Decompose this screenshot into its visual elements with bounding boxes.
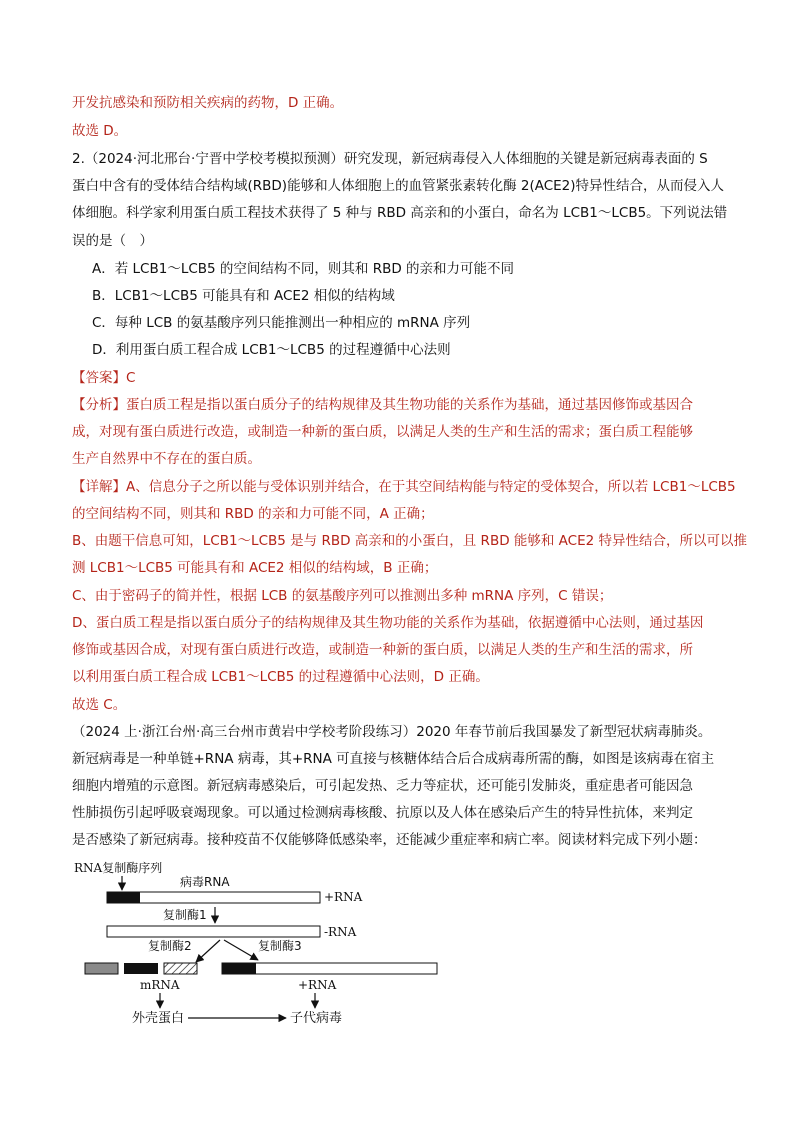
text-line: D、蛋白质工程是指以蛋白质分子的结构规律及其生物功能的关系作为基础，依据遵循中心法则，通过基因: [72, 615, 704, 631]
virus-replication-diagram: [60, 852, 480, 1042]
label-replicase3: 复制酶3: [258, 939, 302, 953]
text-line: 开发抗感染和预防相关疾病的药物，D 正确。: [72, 95, 344, 111]
text-line: 【分析】蛋白质工程是指以蛋白质分子的结构规律及其生物功能的关系作为基础，通过基因修饰或基因合: [72, 397, 693, 413]
text-line: （2024 上·浙江台州·高三台州市黄岩中学校考阶段练习）2020 年春节前后我国暴发了新型冠状病毒肺炎。: [72, 724, 712, 740]
mrna-segment-gray: [85, 963, 118, 974]
mrna-segment-hatched: [164, 963, 197, 974]
label-progeny-virus: 子代病毒: [290, 1011, 343, 1026]
text-line: 是否感染了新冠病毒。接种疫苗不仅能够降低感染率，还能减少重症率和病亡率。阅读材料完成下列小题：: [72, 832, 707, 848]
text-line: D．利用蛋白质工程合成 LCB1～LCB5 的过程遵循中心法则: [92, 342, 451, 358]
text-line: A．若 LCB1～LCB5 的空间结构不同，则其和 RBD 的亲和力可能不同: [92, 261, 515, 277]
label-rna-replicase-seq: RNA复制酶序列: [74, 861, 163, 875]
text-line: 新冠病毒是一种单链+RNA 病毒，其+RNA 可直接与核糖体结合后合成病毒所需的酶，如图是该病毒在宿主: [72, 751, 715, 767]
text-line: 2.（2024·河北邢台·宁晋中学校考模拟预测）研究发现，新冠病毒侵入人体细胞的关键是新冠病毒表面的 S: [72, 151, 708, 167]
progeny-replicase-segment: [222, 963, 256, 974]
text-line: 体细胞。科学家利用蛋白质工程技术获得了 5 种与 RBD 高亲和的小蛋白，命名为 LCB1～LCB5。下列说法错: [72, 205, 728, 221]
text-line: 成，对现有蛋白质进行改造，或制造一种新的蛋白质，以满足人类的生产和生活的需求；蛋白质工程能够: [72, 424, 693, 440]
text-line: 细胞内增殖的示意图。新冠病毒感染后，可引起发热、乏力等症状，还可能引发肺炎，重症患者可能因急: [72, 778, 693, 794]
arrow-replicase3: [224, 940, 258, 960]
text-line: 蛋白中含有的受体结合结构域(RBD)能够和人体细胞上的血管紧张素转化酶 2(ACE2)特异性结合，从而侵入人: [72, 178, 725, 194]
text-line: 测 LCB1～LCB5 可能具有和 ACE2 相似的结构域，B 正确；: [72, 560, 438, 576]
text-line: 【详解】A、信息分子之所以能与受体识别并结合，在于其空间结构能与特定的受体契合，所以若 LCB1～LCB5: [72, 479, 736, 495]
text-line: B、由题干信息可知，LCB1～LCB5 是与 RBD 高亲和的小蛋白，且 RBD 能够和 ACE2 特异性结合，所以可以推: [72, 533, 748, 549]
text-line: 性肺损伤引起呼吸衰竭现象。可以通过检测病毒核酸、抗原以及人体在感染后产生的特异性抗体，来判定: [72, 805, 693, 821]
text-line: C、由于密码子的简并性，根据 LCB 的氨基酸序列可以推测出多种 mRNA 序列，C 错误；: [72, 588, 613, 604]
text-line: 修饰或基因合成，对现有蛋白质进行改造，或制造一种新的蛋白质，以满足人类的生产和生活的需求，所: [72, 642, 693, 658]
text-line: 生产自然界中不存在的蛋白质。: [72, 451, 261, 467]
text-line: 误的是（ ）: [72, 233, 153, 249]
text-line: 的空间结构不同，则其和 RBD 的亲和力可能不同，A 正确；: [72, 506, 434, 522]
text-line: C．每种 LCB 的氨基酸序列只能推测出一种相应的 mRNA 序列: [92, 315, 471, 331]
label-replicase2: 复制酶2: [148, 939, 192, 953]
label-plus-rna-2: +RNA: [298, 978, 337, 992]
text-line: 【答案】C: [72, 370, 136, 386]
text-line: 故选 C。: [72, 697, 127, 713]
minus-rna-strand: [107, 926, 320, 937]
replicase-gene-segment: [107, 892, 140, 903]
text-line: 以利用蛋白质工程合成 LCB1～LCB5 的过程遵循中心法则，D 正确。: [72, 669, 489, 685]
label-plus-rna-1: +RNA: [324, 890, 363, 904]
text-line: B．LCB1～LCB5 可能具有和 ACE2 相似的结构域: [92, 288, 395, 304]
arrow-replicase2: [196, 940, 220, 962]
label-minus-rna: -RNA: [324, 925, 357, 939]
label-mrna: mRNA: [140, 978, 180, 992]
mrna-segment-black: [124, 963, 158, 974]
label-capsid-protein: 外壳蛋白: [132, 1011, 185, 1026]
label-replicase1: 复制酶1: [163, 908, 207, 922]
label-viral-rna: 病毒RNA: [180, 875, 230, 889]
text-line: 故选 D。: [72, 123, 128, 139]
